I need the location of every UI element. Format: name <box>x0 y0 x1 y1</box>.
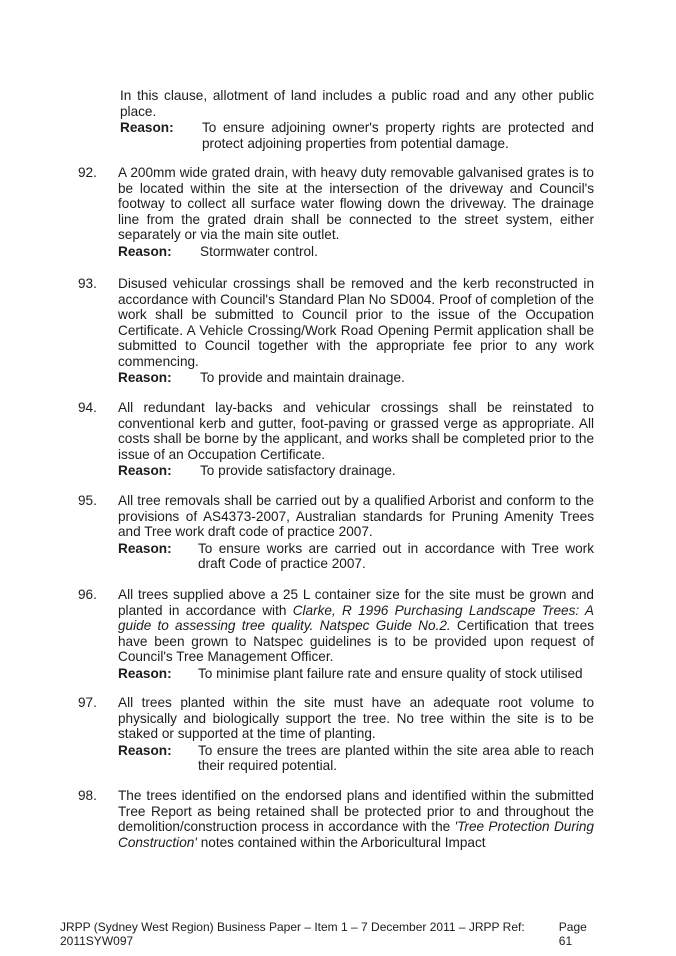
reason-row <box>118 463 594 479</box>
clause-text-part: Certification that trees have been grown to Natspec guidelines is to be provided upon request of Council's Tree Management Officer. <box>118 618 595 664</box>
reason-text: To provide satisfactory drainage. <box>200 463 396 478</box>
clause-text-part: The trees identified on the endorsed plans and identified within the submitted Tree Report as being retained shall be protected prior to and throughout the demolition/construction process in accordance with the <box>118 788 594 834</box>
clause-text-italic: Clarke, R 1996 Purchasing Landscape Trees: A guide to assessing tree quality. Natspec Guide No.2. <box>118 602 594 633</box>
clause-number: 95. <box>78 493 97 508</box>
page-number: Page 61 <box>558 920 587 948</box>
clause-number: 97. <box>78 695 97 710</box>
clause-number: 98. <box>78 788 97 803</box>
clause-94 <box>78 400 594 479</box>
clause-93 <box>78 276 594 386</box>
reason-label: Reason: <box>118 463 172 478</box>
reason-label: Reason: <box>118 665 172 681</box>
clause-text <box>118 788 594 850</box>
page-footer <box>60 920 600 948</box>
clause-number: 93. <box>78 276 97 291</box>
clause-number: 96. <box>78 587 97 602</box>
clause-98 <box>78 788 594 850</box>
clause-text: In this clause, allotment of land includes a public road and any other public place. <box>120 88 594 119</box>
reason-row <box>118 541 594 572</box>
reason-row <box>118 370 594 386</box>
clause-91-continuation <box>120 88 594 151</box>
reason-text: To ensure the trees are planted within the site area able to reach their required potential. <box>198 742 594 773</box>
clause-97 <box>78 695 594 774</box>
clause-number: 92. <box>78 165 97 180</box>
reason-text: To minimise plant failure rate and ensure quality of stock utilised <box>198 665 583 681</box>
clause-text: All redundant lay-backs and vehicular crossings shall be reinstated to conventional kerb and gutter, foot-paving or grassed verge as appropriate. All costs shall be borne by the applicant, and works shall be completed prior to the issue of an Occupation Certificate. <box>118 400 594 462</box>
reason-row <box>118 666 594 682</box>
reason-row <box>118 244 594 260</box>
reason-label: Reason: <box>118 243 172 259</box>
clause-text: All tree removals shall be carried out by a qualified Arborist and conform to the provisions of AS4373-2007, Australian standards for Pruning Amenity Trees and Tree work draft code of practice 2007. <box>118 493 594 539</box>
clause-text: A 200mm wide grated drain, with heavy duty removable galvanised grates is to be located within the site at the intersection of the driveway and Council's footway to collect all surface water flowing down the driveway. The drainage line from the grated drain shall be connected to the street system, either separately or via the main site outlet. <box>118 165 594 242</box>
reason-row <box>120 120 594 151</box>
clause-text: Disused vehicular crossings shall be removed and the kerb reconstructed in accordance with Council's Standard Plan No SD004. Proof of completion of the work shall be submitted to Council prior to the issue of the Occupation Certificate. A Vehicle Crossing/Work Road Opening Permit application shall be submitted to Council together with the appropriate fee prior to any work commencing. <box>118 276 594 369</box>
clause-text: All trees planted within the site must have an adequate root volume to physically and biologically support the tree. No tree within the site is to be staked or supported at the time of planting. <box>118 695 594 741</box>
clause-95 <box>78 493 594 572</box>
clause-number: 94. <box>78 400 97 415</box>
footer-reference: JRPP (Sydney West Region) Business Paper – Item 1 – 7 December 2011 – JRPP Ref: 2011SYW097 <box>60 920 525 948</box>
clause-text-italic: 'Tree Protection During Construction' <box>118 819 594 850</box>
reason-text: To ensure adjoining owner's property rights are protected and protect adjoining properties from potential damage. <box>202 120 594 151</box>
reason-label: Reason: <box>118 370 172 385</box>
clause-text-part: notes contained within the Arboricultural Impact <box>196 834 486 850</box>
reason-row <box>118 743 594 774</box>
reason-label: Reason: <box>118 742 172 758</box>
reason-text: To ensure works are carried out in accordance with Tree work draft Code of practice 2007. <box>198 540 594 571</box>
clause-text <box>118 587 594 665</box>
reason-text: Stormwater control. <box>200 243 318 259</box>
clause-96 <box>78 587 594 681</box>
reason-label: Reason: <box>120 120 174 135</box>
reason-text: To provide and maintain drainage. <box>200 370 405 385</box>
clause-text-part: All trees supplied above a 25 L container size for the site must be grown and planted in accordance with <box>118 587 594 618</box>
clause-92 <box>78 165 594 259</box>
reason-label: Reason: <box>118 540 172 556</box>
